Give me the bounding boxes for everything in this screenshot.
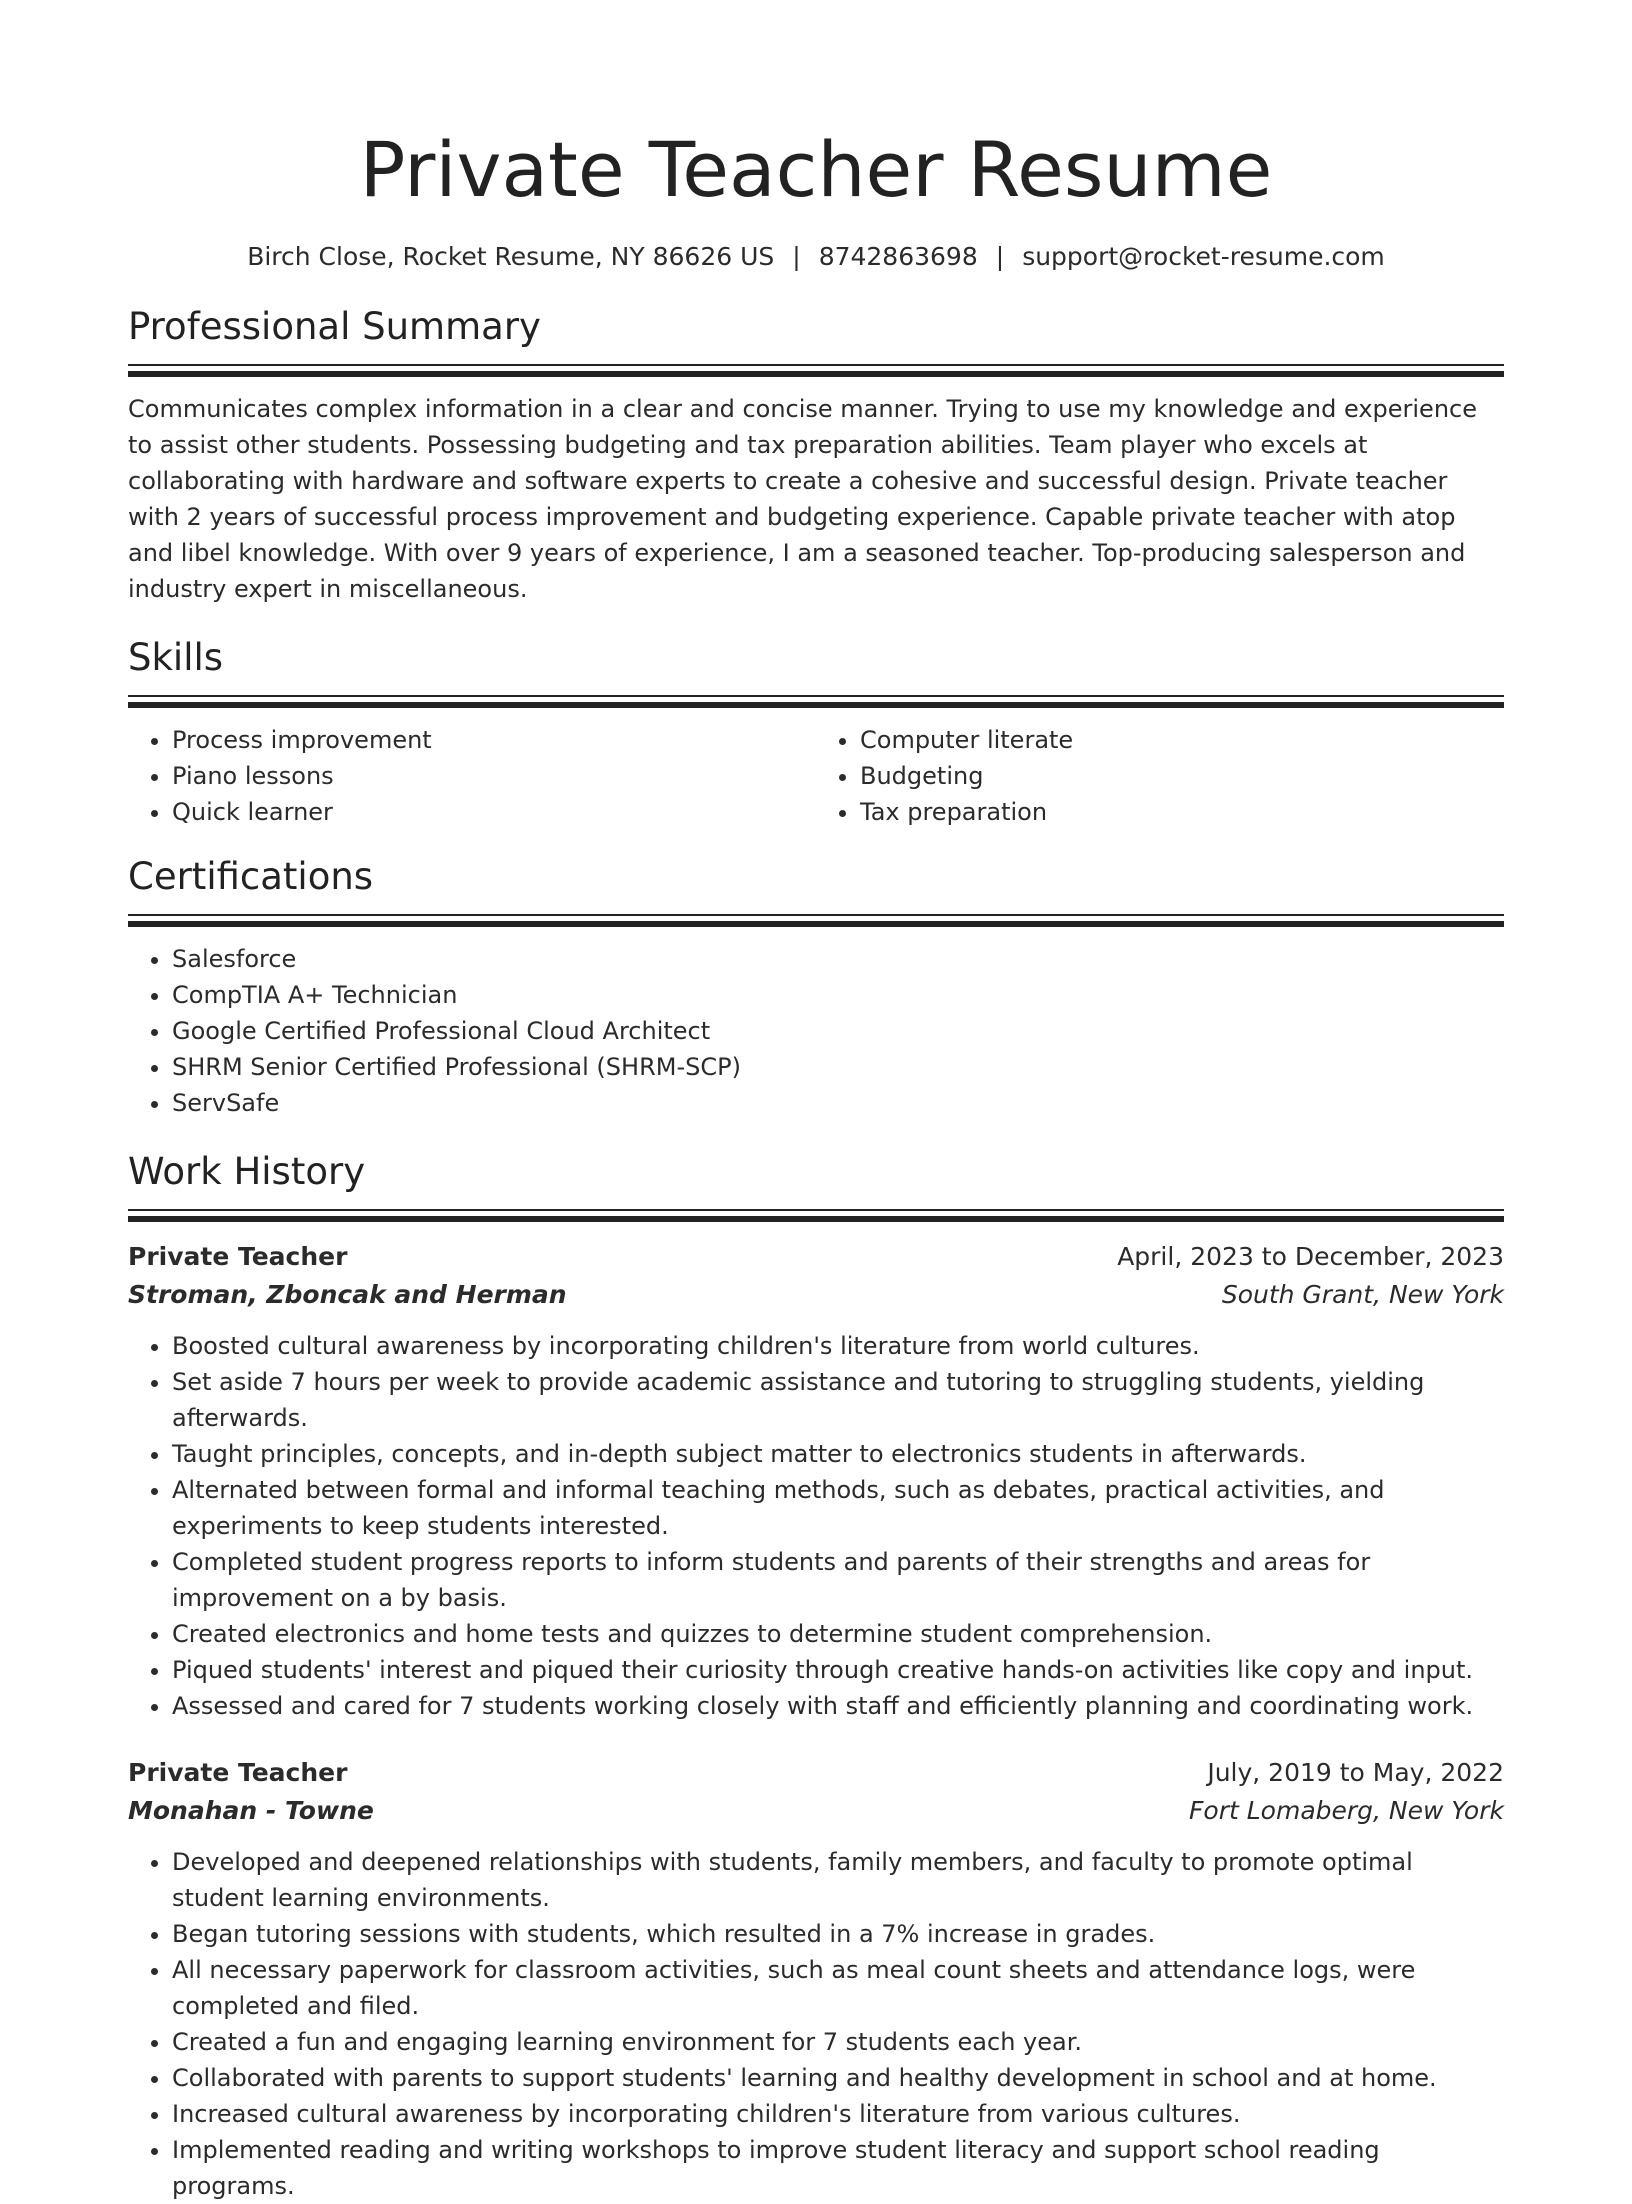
job-bullets — [128, 1328, 1504, 1724]
job-subheader — [128, 1792, 1504, 1830]
job-bullet: • Began tutoring sessions with students, which resulted in a 7% increase in grades. — [172, 1916, 1504, 1952]
job-title: Private Teacher — [128, 1242, 348, 1271]
job-subheader — [128, 1276, 1504, 1314]
skill-item: • Budgeting — [860, 758, 1504, 794]
skill-item: • Tax preparation — [860, 794, 1504, 830]
job-bullet: • Increased cultural awareness by incorporating children's literature from various cultures. — [172, 2096, 1504, 2132]
job-bullet: • Completed student progress reports to inform students and parents of their strengths and areas for improvement on a by basis. — [172, 1544, 1504, 1616]
page-title: Private Teacher Resume — [359, 125, 1273, 214]
skill-item: • Process improvement — [172, 722, 816, 758]
job-dates: April, 2023 to December, 2023 — [1117, 1242, 1504, 1271]
certification-item: • CompTIA A+ Technician — [172, 977, 1504, 1013]
skills-list-left — [128, 722, 816, 830]
summary-section — [128, 302, 1504, 607]
job-location: South Grant, New York — [1221, 1280, 1504, 1309]
section-divider — [128, 914, 1504, 927]
contact-separator: | — [792, 242, 801, 271]
job-bullet: • Assessed and cared for 7 students working closely with staff and efficiently planning and coordinating work. — [172, 1688, 1504, 1724]
job-location: Fort Lomaberg, New York — [1189, 1796, 1504, 1825]
job-bullet: • Piqued students' interest and piqued their curiosity through creative hands-on activities like copy and input. — [172, 1652, 1504, 1688]
certification-item: • Salesforce — [172, 941, 1504, 977]
resume-page — [128, 0, 1504, 2204]
certifications-heading: Certifications — [128, 855, 374, 898]
job-bullet: • All necessary paperwork for classroom activities, such as meal count sheets and attendance logs, were completed and filed. — [172, 1952, 1504, 2024]
certification-item: • Google Certified Professional Cloud Architect — [172, 1013, 1504, 1049]
job-entry — [128, 1754, 1504, 2204]
job-bullet: • Implemented reading and writing workshops to improve student literacy and support school reading programs. — [172, 2132, 1504, 2204]
job-title: Private Teacher — [128, 1758, 348, 1787]
job-company: Stroman, Zboncak and Herman — [128, 1280, 567, 1309]
section-divider — [128, 695, 1504, 708]
skills-heading: Skills — [128, 636, 224, 679]
section-divider — [128, 364, 1504, 377]
job-header — [128, 1754, 1504, 1792]
skills-section — [128, 633, 1504, 830]
summary-heading: Professional Summary — [128, 305, 541, 348]
summary-text: Communicates complex information in a clear and concise manner. Trying to use my knowledge and experience to assist other students. Possessing budgeting and tax preparation abilities. Team player who excels at collaborating with hardware and software experts to create a cohesive and successful design. Private teacher with 2 years of successful process improvement and budgeting experience. Capable private teacher with atop and libel knowledge. With over 9 years of experience, I am a seasoned teacher. Top-producing salesperson and industry expert in miscellaneous. — [128, 395, 1477, 603]
job-company: Monahan - Towne — [128, 1796, 374, 1825]
job-bullet: • Developed and deepened relationships with students, family members, and faculty to promote optimal student learning environments. — [172, 1844, 1504, 1916]
section-divider — [128, 1209, 1504, 1222]
job-bullet: • Collaborated with parents to support students' learning and healthy development in school and at home. — [172, 2060, 1504, 2096]
skill-item: • Quick learner — [172, 794, 816, 830]
contact-line — [128, 240, 1504, 274]
job-bullet: • Created electronics and home tests and quizzes to determine student comprehension. — [172, 1616, 1504, 1652]
job-entry — [128, 1238, 1504, 1724]
contact-phone: 8742863698 — [818, 242, 978, 271]
contact-separator: | — [995, 242, 1005, 271]
job-bullet: • Taught principles, concepts, and in-depth subject matter to electronics students in afterwards. — [172, 1436, 1504, 1472]
job-bullet: • Alternated between formal and informal teaching methods, such as debates, practical activities, and experiments to keep students interested. — [172, 1472, 1504, 1544]
job-header — [128, 1238, 1504, 1276]
skill-item: • Computer literate — [860, 722, 1504, 758]
work-history-heading: Work History — [128, 1150, 366, 1193]
job-dates: July, 2019 to May, 2022 — [1207, 1758, 1504, 1787]
job-bullets — [128, 1844, 1504, 2204]
job-bullet: • Created a fun and engaging learning environment for 7 students each year. — [172, 2024, 1504, 2060]
skill-item: • Piano lessons — [172, 758, 816, 794]
skills-columns — [128, 722, 1504, 830]
job-bullet: • Set aside 7 hours per week to provide academic assistance and tutoring to struggling students, yielding afterwards. — [172, 1364, 1504, 1436]
certification-item: • SHRM Senior Certified Professional (SHRM-SCP) — [172, 1049, 1504, 1085]
contact-email: support@rocket-resume.com — [1022, 242, 1385, 271]
job-bullet: • Boosted cultural awareness by incorporating children's literature from world cultures. — [172, 1328, 1504, 1364]
contact-address: Birch Close, Rocket Resume, NY 86626 US — [247, 242, 775, 271]
work-history-section — [128, 1147, 1504, 2204]
skills-list-right — [816, 722, 1504, 830]
certifications-list — [128, 941, 1504, 1121]
certification-item: • ServSafe — [172, 1085, 1504, 1121]
certifications-section — [128, 852, 1504, 1121]
